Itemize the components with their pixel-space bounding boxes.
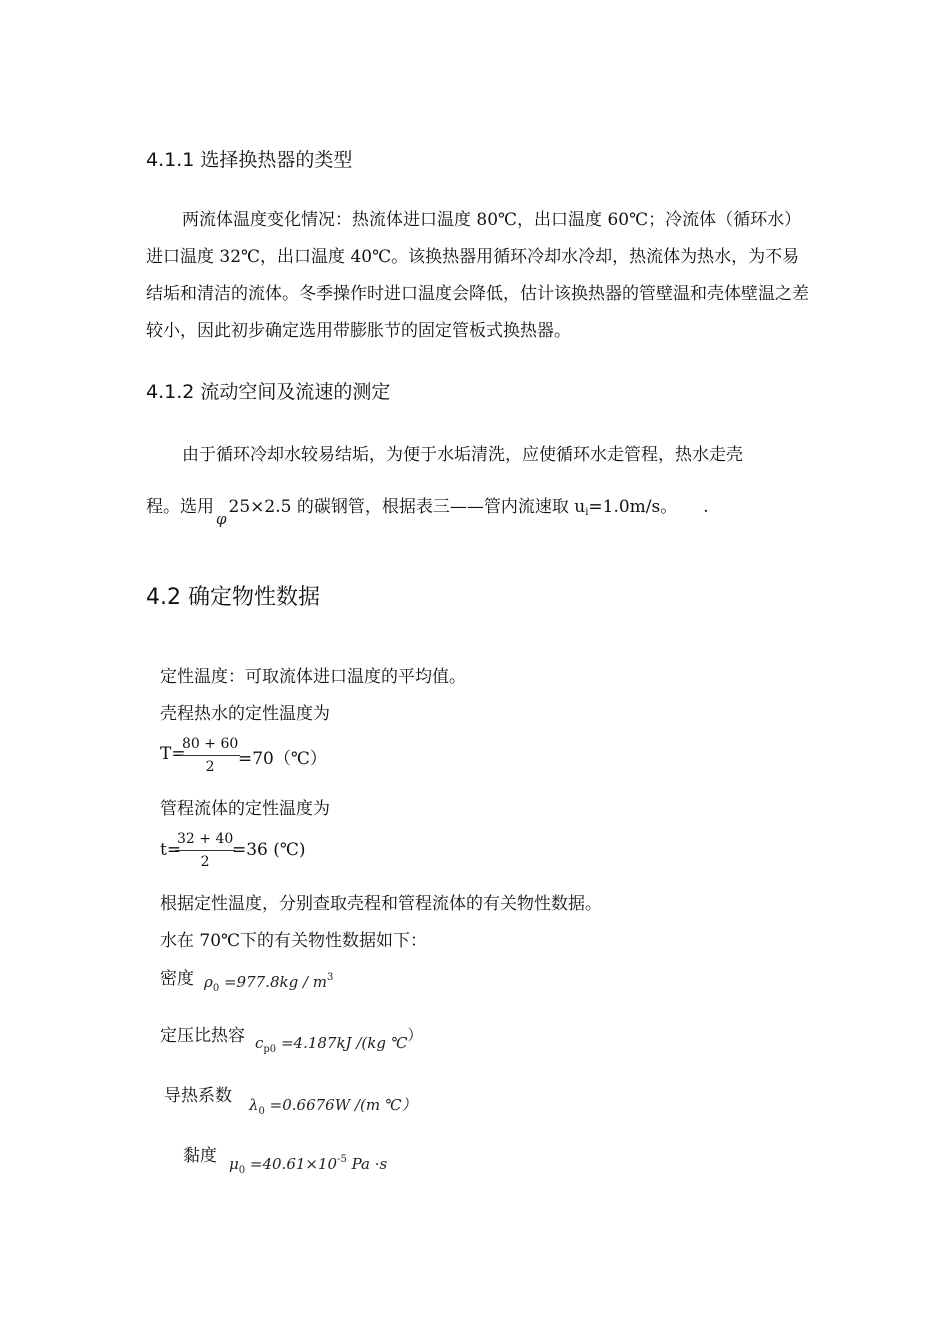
cp-symbol: c xyxy=(255,1034,264,1052)
formula-T-lhs: T= xyxy=(160,744,186,764)
thermal-conductivity-label: 导热系数 xyxy=(164,1086,232,1106)
formula-t-numerator: 32 + 40 xyxy=(175,828,235,851)
thermal-conductivity-formula xyxy=(249,1094,417,1117)
phi-symbol: φ xyxy=(216,510,227,528)
mu-value: =40.61×10 xyxy=(249,1155,338,1173)
paragraph-heat-exchanger-type: 两流体温度变化情况：热流体进口温度 80℃，出口温度 60℃；冷流体（循环水）进口温度 32℃，出口温度 40℃。该换热器用循环冷却水冷却，热流体为热水，为不易结垢和清洁的流体。冬季操作时进口温度会降低，估计该换热器的管壁温和壳体壁温之差较小，因此初步确定选用带膨胀节的固定管板式换热器。 xyxy=(146,210,809,341)
formula-T-fraction xyxy=(180,733,240,778)
tube-temp-label: 管程流体的定性温度为 xyxy=(160,799,330,819)
heading-4-1-2: 4.1.2 流动空间及流速的测定 xyxy=(146,381,391,403)
flow-text-c: =1.0m/s。 xyxy=(588,497,678,517)
paragraph-flow-line-1: 由于循环冷却水较易结垢，为便于水垢清洗，应使循环水走管程，热水走壳 xyxy=(182,445,743,465)
lambda-subscript: 0 xyxy=(258,1106,265,1117)
flow-text-b: 25×2.5 的碳钢管，根据表三——管内流速取 u xyxy=(228,497,586,517)
formula-T-numerator: 80 + 60 xyxy=(180,733,240,756)
lookup-text: 根据定性温度，分别查取壳程和管程流体的有关物性数据。 xyxy=(160,894,602,914)
formula-t-lhs: t= xyxy=(160,840,182,860)
cp-formula xyxy=(255,1026,423,1055)
mu-symbol: μ xyxy=(229,1155,239,1173)
cp-subscript: p0 xyxy=(263,1044,277,1055)
heading-4-1-1: 4.1.1 选择换热器的类型 xyxy=(146,149,353,171)
density-label: 密度 xyxy=(160,969,194,989)
density-superscript: 3 xyxy=(327,972,334,983)
mu-superscript: -5 xyxy=(337,1154,347,1165)
density-subscript: 0 xyxy=(212,983,220,994)
flow-sub-i: i xyxy=(585,507,589,518)
cp-label: 定压比热容 xyxy=(160,1026,245,1046)
cp-close-paren: ） xyxy=(407,1026,423,1044)
shell-temp-label: 壳程热水的定性温度为 xyxy=(160,704,330,724)
viscosity-formula xyxy=(229,1154,387,1176)
density-symbol: ρ xyxy=(204,973,213,991)
mu-unit: Pa ·s xyxy=(346,1155,388,1173)
flow-trailing-dot: . xyxy=(703,497,709,517)
lambda-symbol: λ xyxy=(249,1096,259,1114)
mu-subscript: 0 xyxy=(238,1165,246,1176)
heading-4-2: 4.2 确定物性数据 xyxy=(146,585,320,610)
water-properties-intro: 水在 70℃下的有关物性数据如下： xyxy=(160,931,428,951)
formula-T-result: =70（℃） xyxy=(238,749,327,769)
formula-t-denominator: 2 xyxy=(200,854,210,870)
lambda-value: =0.6676W /(m ℃） xyxy=(269,1096,417,1114)
qualitative-temp-text: 定性温度：可取流体进口温度的平均值。 xyxy=(160,667,466,687)
viscosity-label: 黏度 xyxy=(183,1146,217,1166)
paragraph-flow-line-2 xyxy=(146,492,709,528)
formula-t-result: =36 (℃) xyxy=(232,840,306,860)
density-formula xyxy=(204,972,333,994)
formula-T-denominator: 2 xyxy=(205,759,215,775)
cp-value: =4.187kJ /(kg ℃ xyxy=(280,1034,408,1052)
density-value: =977.8kg / m xyxy=(223,973,327,991)
formula-t-fraction xyxy=(175,828,235,873)
flow-text-a: 程。选用 xyxy=(146,497,214,517)
